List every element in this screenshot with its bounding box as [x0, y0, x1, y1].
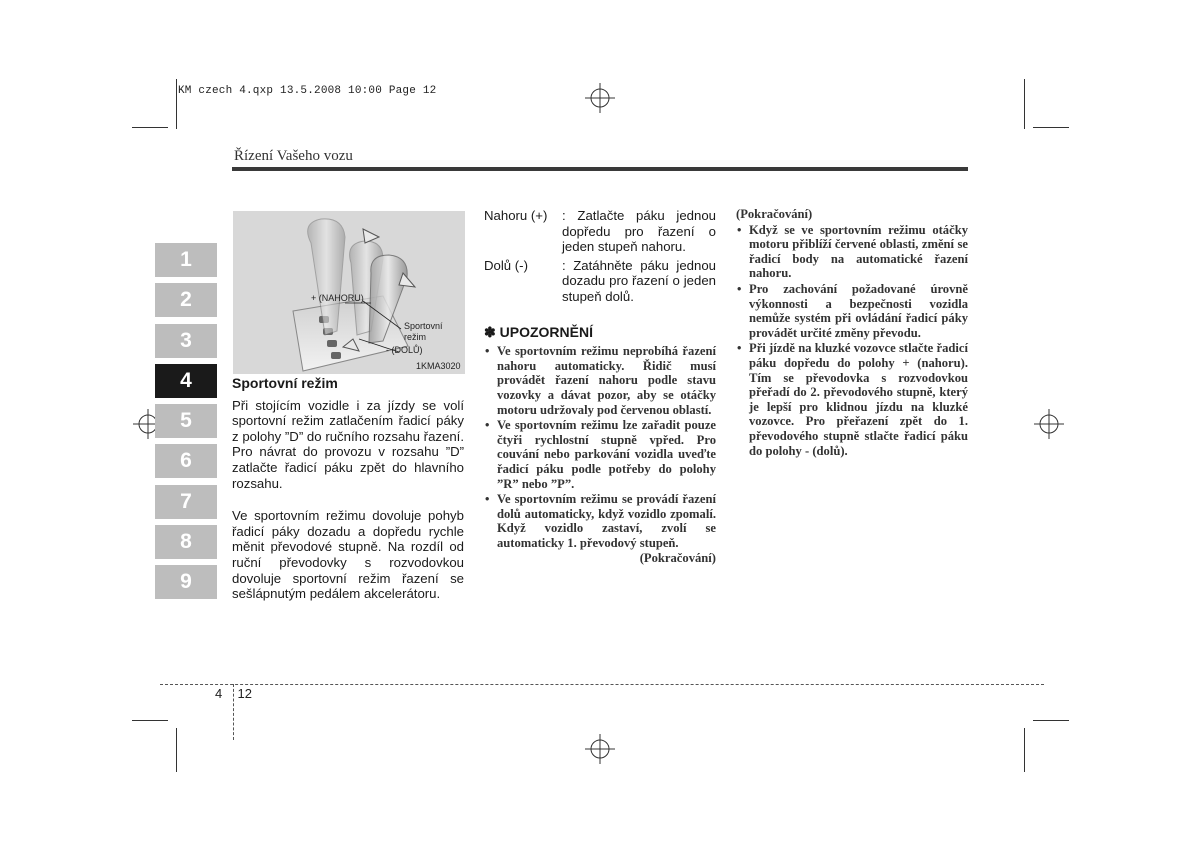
list-item: • Při jízdě na kluzké vozovce stlačte řadicí páku dopředu do polohy + (nahoru). Tím se převodovka s rozvodovkou přeřadí do 2. převodového stupně, který je lepší pro klidnou jízdu na kluzké vozovce. Pro přeřazení zpět do 1. převodového stupně stlačte řadicí páku do polohy - (dolů). — [736, 341, 968, 458]
figure-code: 1KMA3020 — [416, 361, 461, 371]
list-item: • Když se ve sportovním režimu otáčky motoru přiblíží červené oblasti, změní se řadicí body na automatické řazení nahoru. — [736, 223, 968, 281]
definition-desc: : Zatáhněte páku jednou dozadu pro řazení o jeden stupeň dolů. — [562, 257, 716, 304]
chapter-tab-4[interactable]: 4 — [155, 364, 217, 398]
chapter-number: 4 — [215, 686, 223, 701]
crop-mark — [176, 728, 177, 772]
caution-title: ✽ UPOZORNĚNÍ — [484, 323, 593, 340]
registration-mark-icon — [585, 83, 615, 113]
list-item: • Ve sportovním režimu lze zařadit pouze čtyři rychlostní stupně vpřed. Pro couvání nebo parkování vozidla uveďte řadicí páku podle potřeby do polohy ”R” nebo ”P”. — [484, 418, 716, 491]
paragraph: Při stojícím vozidle i za jízdy se volí sportovní režim zatlačením řadicí páky z polohy ”D” do ručního rozsahu řazení. Pro návrat do provozu v rozsahu ”D” zatlačte řadicí páku zpět do hlavního rozsahu. — [232, 397, 464, 491]
paragraph: Ve sportovním režimu dovoluje pohyb řadicí páky dozadu a dopředu rychle měnit převodové stupně. Na rozdíl od ruční převodovky s rozvodovkou dovoluje sportovní režim řazení se sešlápnutým pedálem akcelerátoru. — [232, 508, 464, 602]
chapter-tab-1[interactable]: 1 — [155, 243, 217, 277]
chapter-tab-8[interactable]: 8 — [155, 525, 217, 559]
page-index: 12 — [237, 686, 252, 701]
registration-mark-icon — [585, 734, 615, 764]
section-header-title: Řízení Vašeho vozu — [234, 148, 353, 164]
caution-list — [484, 344, 716, 550]
crop-mark — [132, 720, 168, 721]
section-title: Sportovní režim — [232, 375, 338, 391]
crop-mark — [1033, 720, 1069, 721]
continuation-list — [736, 223, 968, 459]
definition-term: Dolů (-) — [484, 257, 528, 273]
gear-shift-illustration — [233, 211, 465, 374]
chapter-tab-7[interactable]: 7 — [155, 485, 217, 519]
definition-term: Nahoru (+) — [484, 208, 548, 223]
figure-label-sport-1: Sportovní — [404, 321, 443, 331]
chapter-tab-3[interactable]: 3 — [155, 324, 217, 358]
chapter-tab-2[interactable]: 2 — [155, 283, 217, 317]
header-rule — [232, 167, 968, 171]
definition-desc: : Zatlačte páku jednou dopředu pro řazení o jeden stupeň nahoru. — [562, 208, 716, 255]
column-definitions — [484, 208, 716, 567]
figure-label-down: - (DOLŮ) — [386, 345, 423, 355]
definition-row — [484, 208, 716, 255]
crop-mark — [1024, 728, 1025, 772]
figure-label-up: + (NAHORU) — [311, 293, 364, 303]
continued-label: (Pokračování) — [736, 207, 813, 221]
crop-mark — [176, 79, 177, 129]
registration-mark-icon — [1034, 409, 1064, 439]
footer-rule — [160, 684, 1044, 685]
column-sport-mode — [232, 376, 464, 619]
column-continuation — [736, 207, 968, 459]
chapter-tab-5[interactable]: 5 — [155, 404, 217, 438]
chapter-tabs — [155, 243, 217, 606]
continued-note: (Pokračování) — [639, 551, 716, 566]
chapter-tab-9[interactable]: 9 — [155, 565, 217, 599]
print-slug: KM czech 4.qxp 13.5.2008 10:00 Page 12 — [178, 85, 437, 97]
crop-mark — [1033, 127, 1069, 128]
page-number — [215, 686, 252, 701]
chapter-tab-6[interactable]: 6 — [155, 444, 217, 478]
list-item: • Pro zachování požadované úrovně výkonnosti a bezpečnosti vozidla nemůže systém při ovládání řadicí páky provádět určité změny převodu. — [736, 282, 968, 340]
list-item: • Ve sportovním režimu neprobíhá řazení nahoru automaticky. Řidič musí provádět řazení nahoru podle stavu vozovky a dávat pozor, aby se otáčky motoru udržovaly pod červenou oblastí. — [484, 344, 716, 417]
figure-label-sport-2: režim — [404, 332, 426, 342]
list-item: • Ve sportovním režimu se provádí řazení dolů automaticky, když vozidlo zpomalí. Když vozidlo zastaví, zvolí se automaticky 1. převodový stupeň. — [484, 492, 716, 550]
crop-mark — [132, 127, 168, 128]
crop-mark — [1024, 79, 1025, 129]
definition-row — [484, 258, 716, 305]
